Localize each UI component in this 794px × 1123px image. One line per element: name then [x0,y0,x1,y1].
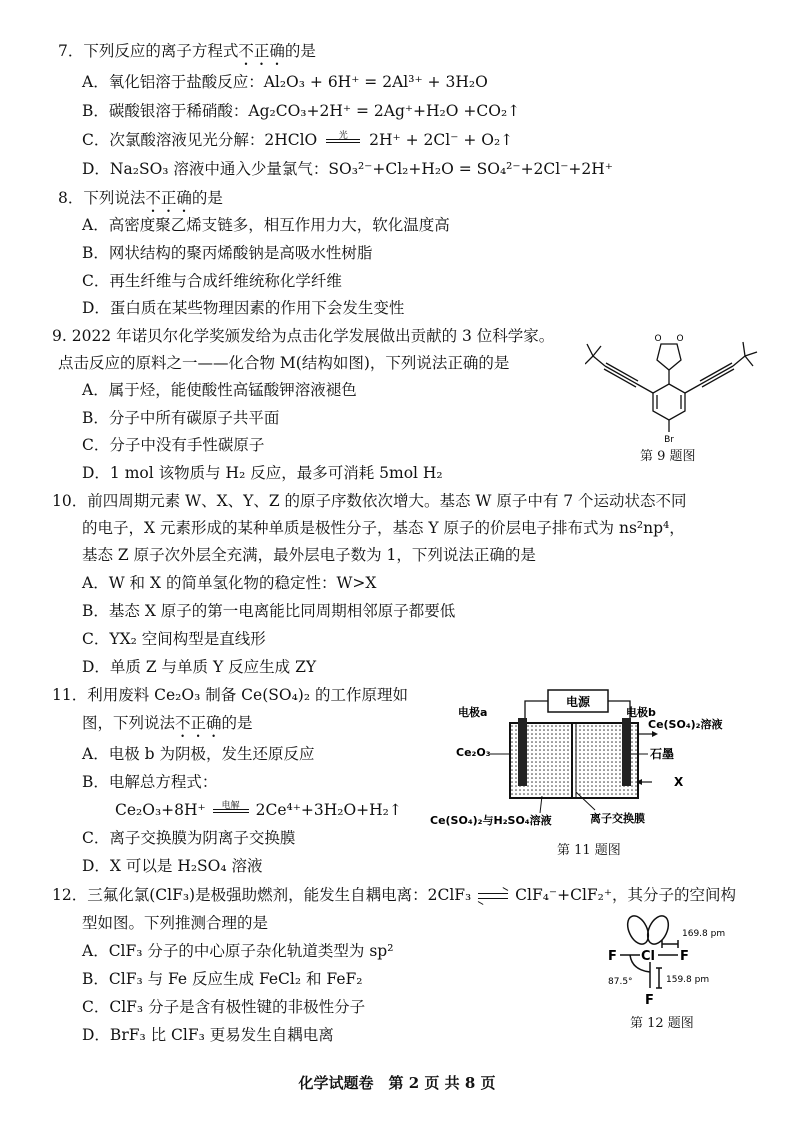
q12-option-c: C．ClF₃ 分子是含有极性键的非极性分子 [82,998,366,1016]
q12-option-d: D．BrF₃ 比 ClF₃ 更易发生自耦电离 [82,1026,334,1044]
q11-option-b: B．电解总方程式： [82,773,218,791]
equilibrium-arrow-icon [478,889,508,903]
q12-fig-f-right: F [680,949,689,964]
q11-option-c: C．离子交换膜为阴离子交换膜 [82,829,296,847]
q11-option-b-equation: Ce₂O₃+8H⁺ 电解 2Ce⁴⁺+3H₂O+H₂↑ [115,799,402,821]
q12-fig-cl-center: Cl [641,949,655,964]
q9-structure-figure [585,328,760,446]
q7-condition-light: 光 [338,131,348,141]
q11-option-d: D．X 可以是 H₂SO₄ 溶液 [82,857,263,875]
q12-fig-length-2: 159.8 pm [666,975,710,985]
q11-fig-power-label: 电源 [565,695,591,709]
q12-option-b: B．ClF₃ 与 Fe 反应生成 FeCl₂ 和 FeF₂ [82,970,363,988]
q10-option-b: B．基态 X 原子的第一电离能比同周期相邻原子都要低 [82,602,456,620]
q11-fig-solution-label: Ce(SO₄)₂与H₂SO₄溶液 [430,814,552,827]
q11-fig-product-label: Ce(SO₄)₂溶液 [648,718,723,731]
q10-option-c: C．YX₂ 空间构型是直线形 [82,630,266,648]
q12-fig-f-bottom: F [645,993,654,1008]
q11-fig-electrode-b: 电极b [626,706,656,719]
q11-fig-electrode-a: 电极a [458,706,488,719]
q12-fig-angle: 87.5° [608,977,633,987]
q7-stem: 7．下列反应的离子方程式不正确的是 [58,42,316,60]
svg-text:O: O [654,334,662,344]
q11-option-a: A．电极 b 为阴极，发生还原反应 [82,745,315,763]
q9-figure-caption: 第 9 题图 [640,449,696,464]
q9-stem-line1: 9. 2022 年诺贝尔化学奖颁发给为点击化学发展做出贡献的 3 位科学家。 [52,327,555,345]
q8-stem: 8．下列说法不正确的是 [58,189,223,207]
q10-option-a: A．W 和 X 的简单氢化物的稳定性：W>X [82,574,377,592]
q11-condition-electrolysis: 电解 [221,801,240,811]
q12-figure-caption: 第 12 题图 [630,1016,694,1031]
q10-option-d: D．单质 Z 与单质 Y 反应生成 ZY [82,658,317,676]
q11-stem-line2: 图，下列说法不正确的是 [82,714,253,732]
q11-stem-line1: 11．利用废料 Ce₂O₃ 制备 Ce(SO₄)₂ 的工作原理如 [52,686,408,704]
q10-stem-line1: 10．前四周期元素 W、X、Y、Z 的原子序数依次增大。基态 W 原子中有 7 个运动状态不同 [52,492,687,510]
q8-option-d: D．蛋白质在某些物理因素的作用下会发生变性 [82,299,405,317]
q9-fig-br-label: Br [664,435,674,445]
q8-option-b: B．网状结构的聚丙烯酸钠是高吸水性树脂 [82,244,373,262]
q12-stem-line1: 12．三氟化氯(ClF₃)是极强助燃剂，能发生自耦电离：2ClF₃ ClF₄⁻+ClF₂⁺，其分子的空间构 [52,886,737,904]
q7-option-d: D．Na₂SO₃ 溶液中通入少量氯气：SO₃²⁻+Cl₂+H₂O = SO₄²⁻+2Cl⁻+2H⁺ [82,160,613,178]
q8-option-c: C．再生纤维与合成纤维统称化学纤维 [82,272,342,290]
q11-figure-caption: 第 11 题图 [557,843,621,858]
q12-option-a: A．ClF₃ 分子的中心原子杂化轨道类型为 sp² [82,942,394,960]
q9-option-a: A．属于烃，能使酸性高锰酸钾溶液褪色 [82,381,357,399]
q8-option-a: A．高密度聚乙烯支链多，相互作用力大，软化温度高 [82,216,450,234]
q11-fig-graphite-label: 石墨 [650,747,675,761]
q9-option-b: B．分子中所有碳原子共平面 [82,409,280,427]
svg-text:O: O [676,334,684,344]
q7-option-c: C．次氯酸溶液见光分解：2HClO 光 2H⁺ + 2Cl⁻ + O₂↑ [82,129,513,151]
q12-stem-line2: 型如图。下列推测合理的是 [82,914,269,932]
q7-option-b: B．碳酸银溶于稀硝酸：Ag₂CO₃+2H⁺ = 2Ag⁺+H₂O +CO₂↑ [82,102,521,120]
q10-stem-line3: 基态 Z 原子次外层全充满，最外层电子数为 1，下列说法正确的是 [82,546,536,564]
q7-option-a: A．氧化铝溶于盐酸反应：Al₂O₃ + 6H⁺ = 2Al³⁺ + 3H₂O [82,73,488,91]
q11-electrolysis-figure [430,688,730,838]
q12-fig-f-left: F [608,949,617,964]
q9-option-d: D．1 mol 该物质与 H₂ 反应，最多可消耗 5mol H₂ [82,464,443,482]
q9-option-c: C．分子中没有手性碳原子 [82,436,265,454]
q12-clf3-structure-figure [600,910,730,1010]
q11-fig-membrane-label: 离子交换膜 [590,812,645,825]
q12-fig-length-1: 169.8 pm [682,929,726,939]
page-footer: 化学试题卷 第 2 页 共 8 页 [298,1074,496,1092]
q11-fig-ce2o3-label: Ce₂O₃ [456,746,491,759]
q10-stem-line2: 的电子，X 元素形成的某种单质是极性分子，基态 Y 原子的价层电子排布式为 ns²np⁴， [82,519,685,537]
q9-stem-line2: 点击反应的原料之一——化合物 M(结构如图)，下列说法正确的是 [58,354,510,372]
q11-fig-x-label: X [674,775,684,789]
